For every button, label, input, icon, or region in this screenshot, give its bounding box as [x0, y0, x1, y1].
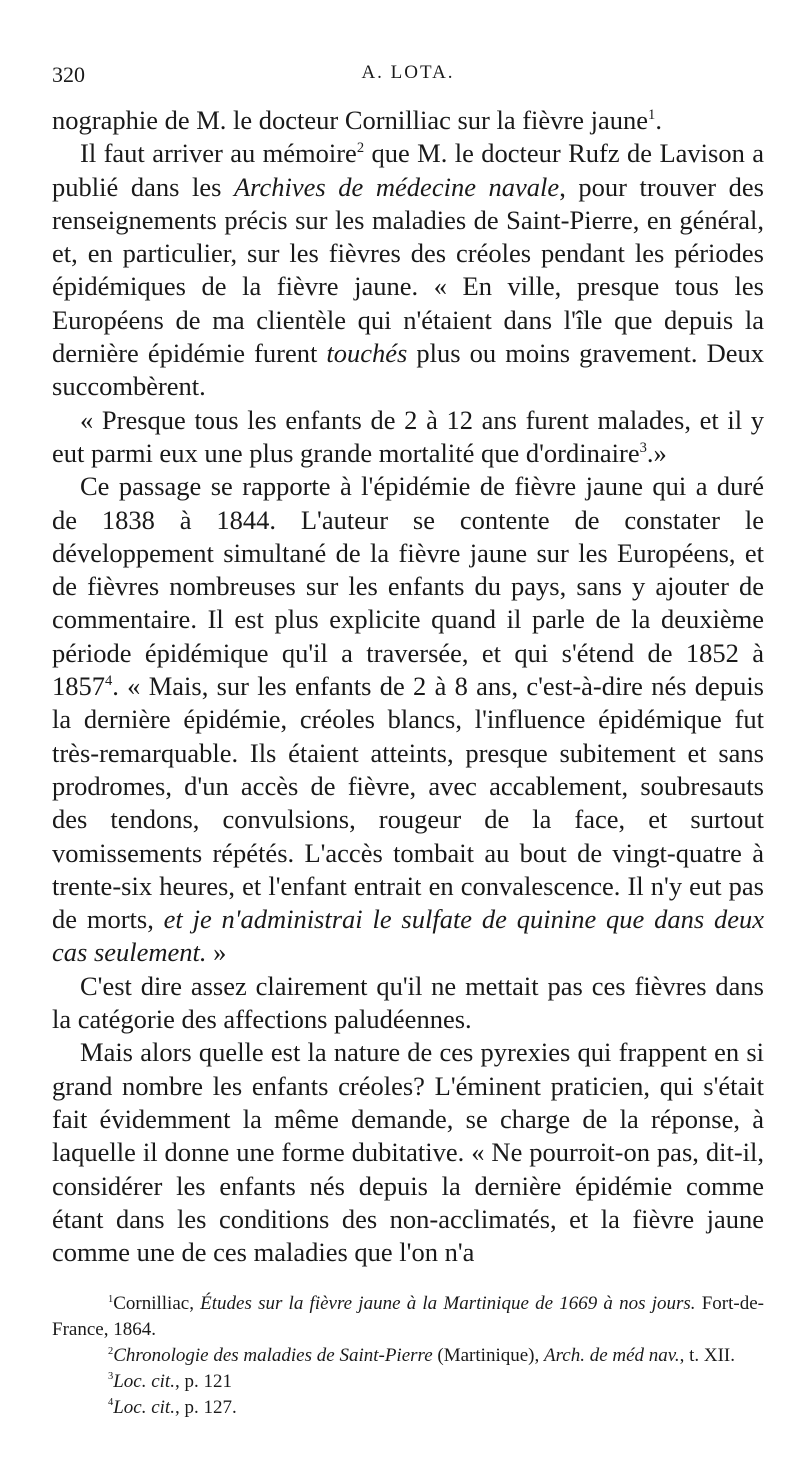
footnote-reference: 2 [356, 140, 365, 157]
footnote: $^4$Loc. cit., p. 127. [108, 1396, 237, 1418]
italic-text: Loc. cit. [113, 1370, 175, 1392]
text-run: (Martinique), [432, 1344, 544, 1366]
paragraph [52, 1036, 764, 1269]
footnote: $^1$Cornilliac, Études sur la fièvre jaune à la Martinique de 1669 à nos jours. Fort-de-France, 1864. [52, 1293, 764, 1341]
text-run: , p. 121 [174, 1370, 232, 1392]
text-run: Fort-de-France, 1864. [52, 1293, 764, 1341]
page-number: 320 [52, 62, 85, 87]
paragraph [52, 470, 764, 969]
text-run: . [655, 105, 662, 135]
text-run: , p. 127. [174, 1396, 237, 1418]
paragraph [52, 137, 764, 403]
paragraph [52, 104, 764, 137]
text-run: plus ou moins gravement. Deux succombèrent. [52, 338, 764, 402]
footnote-reference: 4 [105, 673, 113, 690]
text-run: » [206, 937, 227, 968]
footnote: $^3$Loc. cit., p. 121 [108, 1370, 232, 1392]
text-run: Mais alors quelle est la nature de ces pyrexies qui frappent en si grand nombre les enfants créoles? L'éminent praticien, qui s'était fait évidemment la même demande, se charge de la réponse, à laquelle il donne une forme dubitative. « Ne pourroit-on pas, dit-il, considérer les enfants nés depuis la dernière épidémie comme étant dans les conditions des non-acclimatés, et la fièvre jaune comme une de ces maladies que l'on n'a [52, 1037, 764, 1268]
page-header [52, 62, 764, 98]
footnote: $^2$Chronologie des maladies de Saint-Pierre (Martinique), Arch. de méd nav., t. XII. [108, 1344, 735, 1366]
text-run: , t. XII. [679, 1344, 735, 1366]
text-run: .» [646, 437, 667, 468]
italic-text: touchés [326, 338, 408, 369]
body-text [52, 104, 764, 1269]
footnote-reference: 3 [639, 440, 647, 457]
text-run: nographie de M. le docteur Cornilliac sur la fièvre jaune [52, 105, 649, 135]
text-run: . « Mais, sur les enfants de 2 à 8 ans, c'est-à-dire nés depuis la dernière épidémie, créoles blancs, l'influence épidémique fut très-remarquable. Ils étaient atteints, presque subitement et sans prodromes, d'un accès de fièvre, avec accablement, soubresauts des tendons, convulsions, rougeur de la face, et surtout vomissements répétés. L'accès tombait au bout de vingt-quatre à trente-six heures, et l'enfant entrait en convalescence. Il n'y eut pas de morts, [52, 671, 764, 935]
italic-text: Arch. de méd nav. [543, 1344, 680, 1366]
text-run: Il faut arriver au mémoire [80, 138, 357, 169]
italic-text: Chronologie des maladies de Saint-Pierre [113, 1344, 433, 1366]
italic-text: et je n'administrai le sulfate de quinine que dans deux cas seulement. [52, 904, 765, 968]
footnotes [52, 1291, 764, 1420]
footnote-reference: 1 [648, 107, 656, 124]
page [52, 62, 764, 1420]
text-run: , pour trouver des renseignements précis sur les maladies de Saint-Pierre, en général, et, en particulier, sur les fièvres des créoles pendant les périodes épidémiques de la fièvre jaune. « En ville, presque tous les Européens de ma clientèle qui n'étaient dans l'île que depuis la dernière épidémie furent [52, 171, 764, 369]
text-run: que M. le docteur Rufz de Lavison a publié dans les [52, 138, 764, 202]
text-run: « Presque tous les enfants de 2 à 12 ans furent malades, et il y eut parmi eux une plus grande mortalité que d'ordinaire [52, 404, 764, 468]
italic-text: Archives de médecine navale [234, 171, 560, 202]
italic-text: Études sur la fièvre jaune à la Martinique de 1669 à nos jours. [200, 1293, 696, 1315]
text-run: C'est dire assez clairement qu'il ne mettait pas ces fièvres dans la catégorie des affections paludéennes. [52, 970, 764, 1035]
paragraph [52, 404, 764, 471]
text-run: Ce passage se rapporte à l'épidémie de fièvre jaune qui a duré de 1838 à 1844. L'auteur se contente de constater le développement simultané de la fièvre jaune sur les Européens, et de fièvres nombreuses sur les enfants du pays, sans y ajouter de commentaire. Il est plus explicite quand il parle de la deuxième période épidémique qu'il a traversée, et qui s'étend de 1852 à 1857 [52, 471, 764, 702]
text-run: Cornilliac, [113, 1293, 201, 1315]
italic-text: Loc. cit. [113, 1396, 175, 1418]
paragraph [52, 970, 764, 1037]
running-title: A. LOTA. [361, 62, 455, 83]
